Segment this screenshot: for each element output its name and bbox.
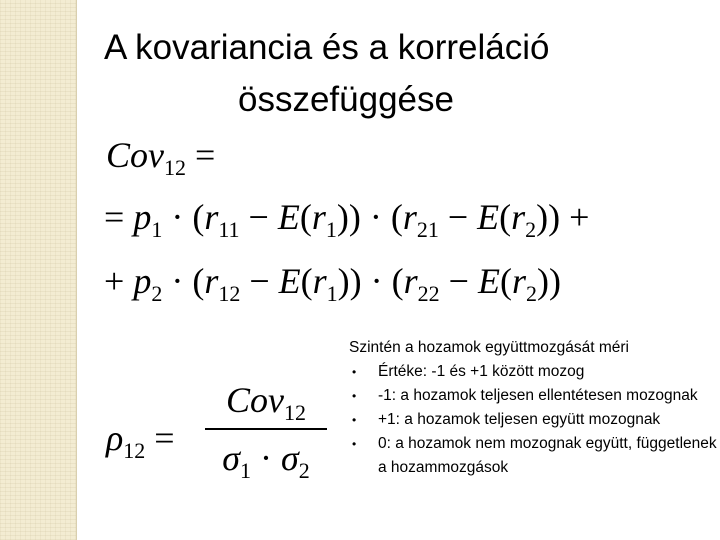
- notes-lead: Szintén a hozamok együttmozgását méri: [349, 339, 629, 356]
- cov-formula-line-3: [104, 261, 561, 306]
- close-paren: )): [336, 197, 361, 237]
- correlation-formula-lhs: [106, 418, 175, 463]
- close-paren: )): [536, 197, 561, 237]
- bullet-icon: •: [352, 365, 357, 379]
- open-paren: (: [192, 197, 205, 237]
- prob-subscript: 2: [151, 281, 163, 306]
- minus-sign: −: [448, 261, 469, 301]
- return-subscript: 12: [218, 281, 241, 306]
- return-subscript: 2: [525, 217, 537, 242]
- sigma-symbol: σ: [222, 438, 240, 478]
- expectation-symbol: E: [278, 261, 301, 301]
- return-subscript: 2: [525, 281, 537, 306]
- open-paren: (: [391, 261, 404, 301]
- sigma-symbol: σ: [281, 438, 299, 478]
- cov-subscript: 12: [284, 400, 306, 425]
- expectation-symbol: E: [477, 261, 500, 301]
- cov-formula-line-1: [106, 135, 216, 180]
- minus-sign: −: [248, 197, 269, 237]
- prob-subscript: 1: [151, 217, 163, 242]
- lead-sign: +: [104, 261, 125, 301]
- return-symbol: r: [402, 197, 417, 237]
- list-item: [349, 360, 717, 384]
- bullet-icon: •: [352, 437, 357, 451]
- dot-operator: ·: [260, 438, 272, 478]
- return-symbol: r: [403, 261, 418, 301]
- return-symbol: r: [204, 261, 219, 301]
- rho-symbol: ρ: [106, 418, 124, 458]
- bullet-icon: •: [352, 413, 357, 427]
- return-subscript: 22: [417, 281, 440, 306]
- title-line-1: A kovariancia és a korreláció: [104, 28, 550, 67]
- open-paren: (: [390, 197, 403, 237]
- open-paren: (: [299, 197, 312, 237]
- rho-subscript: 12: [123, 438, 146, 463]
- equals-sign: =: [154, 418, 175, 458]
- list-item: [349, 408, 717, 432]
- bullet-icon: •: [352, 389, 357, 403]
- return-subscript: 1: [326, 281, 338, 306]
- minus-sign: −: [447, 197, 469, 237]
- open-paren: (: [499, 197, 512, 237]
- sigma-subscript: 2: [298, 458, 310, 483]
- return-symbol: r: [511, 197, 526, 237]
- correlation-fraction: [205, 376, 327, 483]
- dot-operator: ·: [171, 261, 184, 301]
- open-paren: (: [300, 261, 313, 301]
- decorative-side-strip: [0, 0, 77, 540]
- plus-sign: +: [569, 197, 590, 237]
- cov-symbol: Cov: [226, 380, 284, 420]
- open-paren: (: [192, 261, 205, 301]
- notes-block: [349, 336, 717, 480]
- fraction-bar: [205, 428, 327, 430]
- list-item-text: Értéke: -1 és +1 között mozog: [378, 363, 585, 380]
- return-symbol: r: [204, 197, 219, 237]
- notes-list: [349, 360, 717, 480]
- dot-operator: ·: [369, 197, 382, 237]
- minus-sign: −: [249, 261, 270, 301]
- prob-symbol: p: [133, 261, 152, 301]
- fraction-numerator: [205, 376, 327, 424]
- return-symbol: r: [311, 197, 326, 237]
- list-item: [349, 432, 717, 480]
- slide-title: [104, 22, 664, 126]
- list-item-text: -1: a hozamok teljesen ellentétesen mozognak: [378, 387, 698, 404]
- return-subscript: 21: [416, 217, 439, 242]
- fraction-denominator: [205, 438, 327, 483]
- cov-symbol: Cov: [106, 135, 164, 175]
- title-line-2: összefüggése: [238, 80, 454, 119]
- sigma-subscript: 1: [240, 458, 251, 483]
- return-subscript: 1: [325, 217, 337, 242]
- list-item: [349, 384, 717, 408]
- dot-operator: ·: [171, 197, 184, 237]
- expectation-symbol: E: [477, 197, 500, 237]
- lead-sign: =: [104, 197, 125, 237]
- cov-subscript: 12: [164, 155, 186, 180]
- list-item-text: +1: a hozamok teljesen együtt mozognak: [378, 411, 661, 428]
- cov-formula-line-2: [104, 197, 590, 242]
- open-paren: (: [499, 261, 512, 301]
- prob-symbol: p: [133, 197, 152, 237]
- close-paren: )): [337, 261, 362, 301]
- close-paren: )): [536, 261, 561, 301]
- expectation-symbol: E: [277, 197, 300, 237]
- equals-sign: =: [195, 135, 216, 175]
- return-symbol: r: [312, 261, 327, 301]
- list-item-text: 0: a hozamok nem mozognak együtt, függetlenek a hozammozgások: [378, 435, 717, 476]
- dot-operator: ·: [370, 261, 383, 301]
- return-subscript: 11: [218, 217, 240, 242]
- return-symbol: r: [511, 261, 526, 301]
